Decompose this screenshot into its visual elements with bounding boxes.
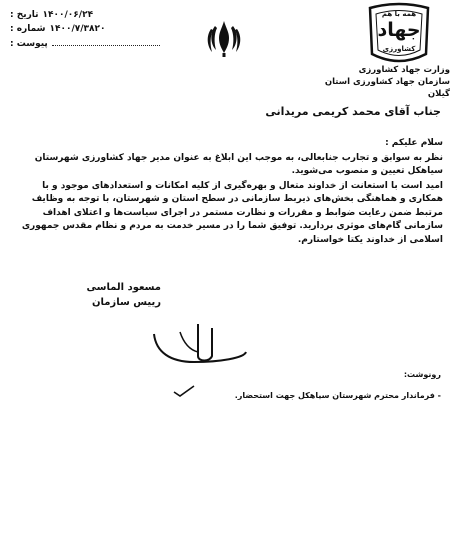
logo-top-text: همه با هم [381,10,417,18]
iran-emblem-icon [205,18,243,58]
attachment-row [10,36,160,51]
body-paragraph-2: امید است با استعانت از خداوند متعال و بهره‌گیری از کلیه امکانات و استعدادهای موجود و با همکاری و هماهنگی بخش‌های ذیربط سازمانی در سطح استان و شهرستان، با توجه به وظایف مرتبط ضمن رعایت ضوابط و مقررات و نظارت مستمر در اجرای سیاست‌ها و اعتلای اهداف سازمانی گام‌های موثری بردارید. توفیق شما را در مسیر خدمت به مردم و نظام مقدس جمهوری اسلامی از خداوند یکتا خواستارم. [21,180,443,245]
number-value: ۱۴۰۰/۷/۳۸۲۰ [49,24,106,34]
cc-recipient: - فرماندار محترم شهرستان سیاهکل جهت استحضار. [234,391,441,400]
letter-meta [10,8,160,51]
date-value: ۱۴۰۰/۰۶/۲۴ [42,10,94,20]
logo-main-text: جهاد [377,19,421,41]
cc-label: رونوشت: [403,370,441,379]
checkmark-icon [172,384,196,398]
attachment-blank [52,36,160,46]
handwritten-signature [150,322,250,368]
date-row [10,8,160,22]
body-paragraph-1: نظر به سوابق و تجارب جنابعالی، به موجب این ابلاغ به عنوان مدیر جهاد کشاورزی شهرستان سیاهکل تعیین و منصوب می‌شوید. [34,152,443,176]
jahad-logo [360,2,438,70]
number-row [10,22,160,36]
date-label: تاریخ : [10,10,39,20]
signer-title: رییس سازمان [91,297,161,308]
greeting: سلام علیکم : [385,138,443,148]
ministry-heading [300,64,450,100]
ministry-line-1: وزارت جهاد کشاورزی [358,65,450,75]
attachment-label: پیوست : [10,39,48,49]
logo-bottom-text: کشاورزی [382,45,416,53]
signature-block [41,280,161,310]
ministry-line-2: سازمان جهاد کشاورزی استان گیلان [324,77,450,99]
addressee: جناب آقای محمد کریمی مریدانی [265,105,441,118]
signer-name: مسعود الماسی [86,282,161,293]
number-label: شماره : [10,24,46,34]
letter-body [8,137,443,248]
